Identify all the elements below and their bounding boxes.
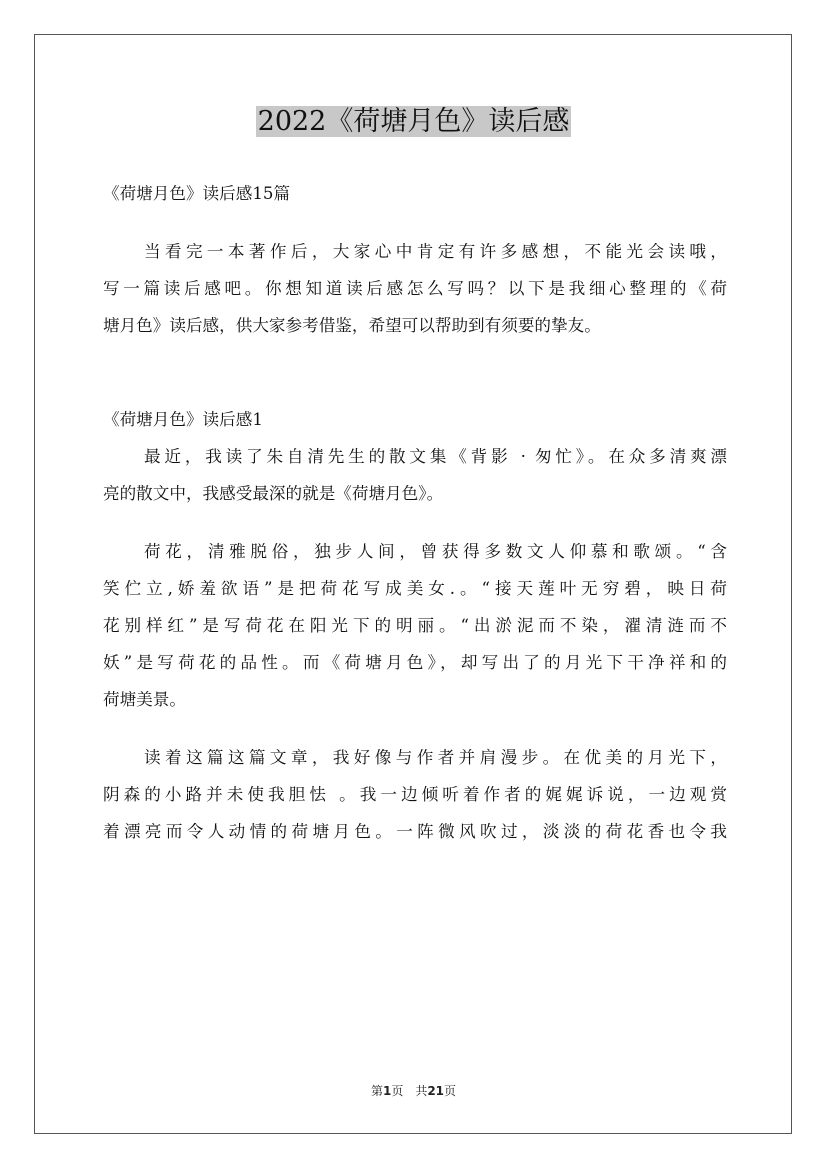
paragraph-2-line-3: 花别样红”是写荷花在阳光下的明丽。“出淤泥而不染，濯清涟而不 (103, 616, 727, 635)
paragraph-2-line-5: 荷塘美景。 (103, 690, 186, 709)
section-heading: 《荷塘月色》读后感1 (103, 410, 263, 429)
document-title-text: 2022《荷塘月色》读后感 (257, 106, 570, 137)
paragraph-3-line-3: 着漂亮而令人动情的荷塘月色。一阵微风吹过，淡淡的荷花香也令我 (103, 822, 727, 841)
footer-page-number: 1 (382, 1084, 392, 1098)
paragraph-2 (103, 533, 727, 718)
intro-line-1: 当看完一本著作后，大家心中肯定有许多感想，不能光会读哦， (144, 242, 727, 261)
paragraph-3-line-2: 阴森的小路并未使我胆怯 。我一边倾听着作者的娓娓诉说，一边观赏 (103, 785, 727, 804)
footer-mid: 页 共 (391, 1084, 428, 1098)
paragraph-2-line-4: 妖”是写荷花的品性。而《荷塘月色》，却写出了的月光下干净祥和的 (103, 653, 727, 672)
paragraph-3 (103, 739, 727, 850)
paragraph-1 (103, 438, 727, 512)
footer-prefix: 第 (370, 1084, 383, 1098)
paragraph-1-line-2: 亮的散文中，我感受最深的就是《荷塘月色》。 (103, 484, 444, 503)
paragraph-3-line-1: 读着这篇这篇文章，我好像与作者并肩漫步。在优美的月光下， (144, 748, 727, 767)
paragraph-2-line-1: 荷花，清雅脱俗，独步人间，曾获得多数文人仰慕和歌颂。“含 (144, 542, 727, 561)
document-body (103, 175, 727, 850)
intro-line-2: 写一篇读后感吧。你想知道读后感怎么写吗？以下是我细心整理的《荷 (103, 279, 727, 298)
page-footer (0, 1082, 827, 1099)
document-title (0, 100, 827, 144)
intro-heading: 《荷塘月色》读后感15篇 (103, 184, 291, 203)
paragraph-1-line-1: 最近，我读了朱自清先生的散文集《背影 · 匆忙》。在众多清爽漂 (144, 447, 727, 466)
footer-suffix: 页 (444, 1084, 457, 1098)
footer-total-pages: 21 (427, 1084, 445, 1098)
paragraph-2-line-2: 笑伫立,娇羞欲语”是把荷花写成美女.。“接天莲叶无穷碧，映日荷 (103, 579, 727, 598)
intro-line-3: 塘月色》读后感，供大家参考借鉴，希望可以帮助到有须要的挚友。 (103, 316, 601, 335)
intro-paragraph (103, 233, 727, 344)
